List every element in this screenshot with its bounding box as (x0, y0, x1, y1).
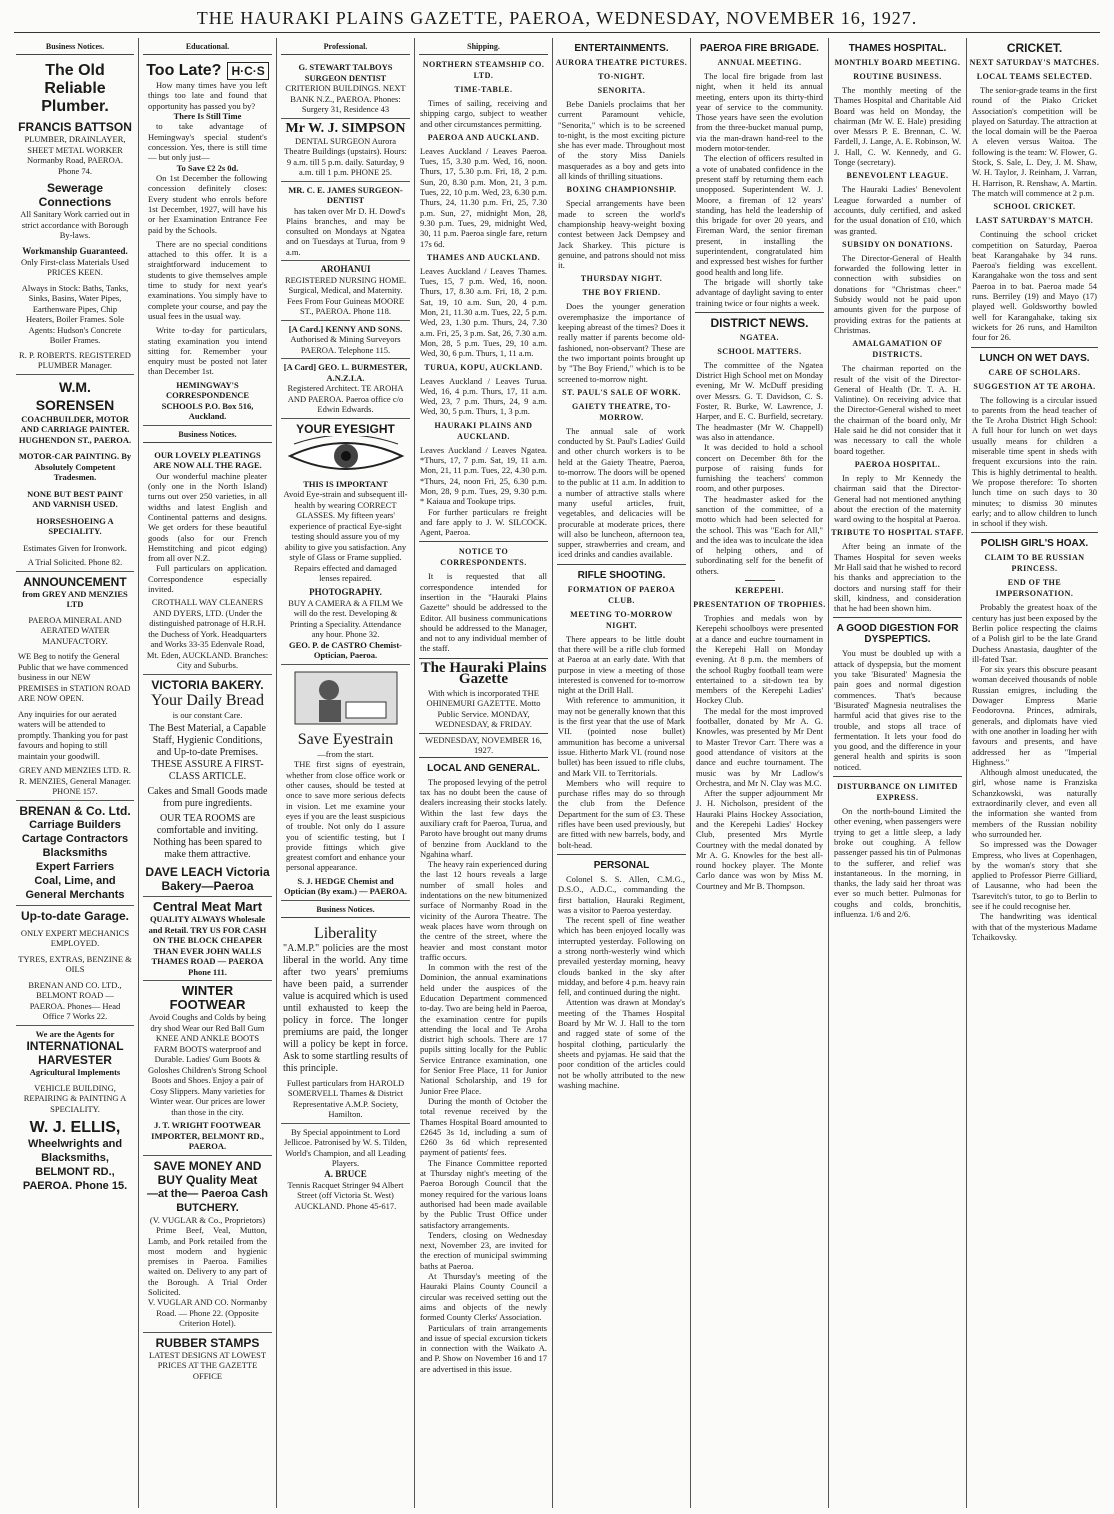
rubber-stamps-ad (143, 1333, 272, 1385)
ad-signature: BRENAN AND CO. LTD., BELMONT ROAD — PAEROA. Phones— Head Office 7 Works 22. (28, 979, 122, 1021)
ad-pre: By Special appointment to Lord Jellicoe. Patronised by W. S. Tilden, World's Champion, and all Leading Players. (283, 1126, 408, 1169)
column-rule (966, 38, 967, 1508)
ad-body: PLUMBER, DRAINLAYER, SHEET METAL WORKER Normanby Road, PAEROA. Phone 74. (24, 134, 126, 176)
article-paragraph: The local fire brigade from last night, when it held its annual meeting, enters upon its thirty-third year of service to the community. Those years have seen the evolution from the three-bucket manual pump, via the man-drawn hand-reel to the modern motor-tender. (696, 71, 823, 154)
section-header: Shipping. (419, 38, 548, 55)
article-paragraph: Tenders, closing on Wednesday next, November 23, are invited for the erection of municipal swimming baths at Paeroa. (420, 1229, 547, 1271)
article-paragraph: Does the younger generation overemphasize the importance of keeping abreast of the times? Does it really matter if parents become old-fashioned, non-observant? These are the two important points brought up by "The Boy Friend," which is to be screened to-morrow night. (558, 301, 685, 384)
ad-signature: GEO. P. de CASTRO Chemist-Optician, Paeroa. (288, 639, 403, 661)
ad-signature: Fullest particulars from HAROLD SOMERVELL Thames & District Representative A.M.P. Society, Hamilton. (286, 1077, 405, 1120)
article-paragraph: During the month of October the total revenue received by the Thames Hospital Board amounted to £2645 3s 1d, including a sum of £260 3s 6d which represented payment of patients' fees. (420, 1095, 547, 1158)
article-heading: A GOOD DIGESTION FOR DYSPEPTICS. (836, 623, 959, 646)
article-heading: DISTRICT NEWS. (710, 315, 809, 330)
ad-body: Avoid Eye-strain and subsequent ill-health by wearing CORRECT GLASSES. My fifteen years' experience of practical Eye-sight testing should assure you of my ability to give you satisfaction. Any style of Glass or Frame supplied. Repairs effected and damaged lenses repaired. (283, 489, 408, 584)
ad-body: Any inquiries for our aerated waters will be attended to promptly. Thanking you for past favours and hoping to still maintain your goodwill. (18, 708, 129, 761)
amp-ad (281, 922, 410, 1124)
ad-name: FRANCIS BATTSON (18, 120, 132, 134)
ad-line: MOTOR-CAR PAINTING. By Absolutely Competent Tradesmen. (18, 451, 132, 482)
article-heading: POLISH GIRL'S HOAX. (980, 538, 1089, 550)
column-rule (690, 38, 691, 1508)
article-paragraph: You must be doubled up with a attack of dyspepsia, but the moment you take 'Bisurated' Magnesia the pain goes and normal digestion commences. That's because 'Bisurated' Magnesia neutralises the harmful acid that gives rise to the trouble, and stops all trace of fermentation. It lets your food do you good, and the difference in your general health and spirits is soon noticed. (834, 648, 961, 772)
ad-name: W. J. ELLIS, (29, 1119, 121, 1136)
article-paragraph: The monthly meeting of the Thames Hospital and Charitable Aid Board was held on Monday, the chairman (Mr W. E. Hale) presiding over Messrs P. E. Brennan, C. W. Fardell, J. Lange, A. E. Robinson, W. J. Hall, C. W. Kennedy, and G. Tonge (secretary). (834, 85, 961, 168)
butchery-ad (143, 1156, 272, 1333)
article-paragraph: The Finance Committee reported at Thursday night's meeting of the Paeroa Borough Council that the money required for the various loans authorised had been made available by the Public Trust Office under satisfactory arrangements. (420, 1157, 547, 1230)
garage-ad (16, 906, 134, 1026)
article-subheading: CARE OF SCHOLARS. (988, 367, 1081, 377)
article-paragraph: The heavy rain experienced during the last 12 hours reveals a large number of small holes and indentations on the new bitumenized surface of Normanby Road in the vicinity of the Aurora Theatre. The weak places have worn through on the centre of the street, where the heavier and most constant motor traffic occurs. (420, 859, 547, 962)
ad-body: Avoid Coughs and Colds by being dry shod Wear our Red Ball Gum KNEE AND ANKLE BOOTS FARM BOOTS waterproof and Durable. Ladies' Gum Boots & Goloshes Children's Strong School Boots and Shoes. Enjoy a pair of Cosy Slippers. Many varieties for Winter wear. Our prices are lower than those in the city. (148, 1012, 267, 1117)
ad-body: Only First-class Materials Used PRICES KEEN. (21, 256, 129, 277)
article-paragraph: The brigade will shortly take advantage of daylight saving to enter training twice or four nights a week. (696, 276, 823, 308)
burmester-ad (281, 359, 410, 419)
ad-subtitle: There Is Still Time (173, 110, 242, 121)
column-rule (552, 38, 553, 1508)
ad-tail: Wheelwrights and Blacksmiths, BELMONT RD., PAEROA. Phone 15. (22, 1138, 128, 1192)
article-paragraph: The recent spell of fine weather which has been enjoyed locally was interrupted yesterday. Following on a strong north-westerly wind which prevailed yesterday morning, heavy clouds banked in the sky after midday, and before 4 p.m. heavy rain fell, and continued during the night. (558, 915, 685, 998)
ad-body: COACHBUILDER, MOTOR AND CARRIAGE PAINTER. HUGHENDON ST., PAEROA. (18, 413, 132, 445)
ad-title: G. STEWART TALBOYS SURGEON DENTIST (298, 62, 393, 83)
ad-title: VICTORIA BAKERY. (151, 677, 264, 692)
ad-body: TYRES, EXTRAS, BENZINE & OILS (18, 953, 132, 974)
ad-subtitle: (V. VUGLAR & Co., Proprietors) (149, 1214, 266, 1225)
plumber-ad (16, 59, 134, 375)
ad-body: Write to-day for particulars, stating examination you intend sitting for. Remember your enquiry must be posted not later than December 1st. (148, 325, 267, 377)
ad-title: OUR LOVELY PLEATINGS ARE NOW ALL THE RAGE. (153, 449, 262, 471)
article-subheading: THURSDAY NIGHT. (580, 274, 663, 284)
hemingway-ad (143, 59, 272, 426)
article-subheading: LAST SATURDAY'S MATCH. (975, 216, 1094, 226)
ad-title: SAVE MONEY AND BUY Quality Meat (153, 1158, 262, 1187)
reader-icon (283, 668, 408, 731)
article-subheading: TO-NIGHT. (598, 72, 645, 81)
ad-line: Estimates Given for Ironwork. (23, 542, 127, 553)
grey-menzies-ad (16, 572, 134, 801)
route-title: TURUA, KOPU, AUCKLAND. (424, 362, 543, 372)
ad-title: Central Meat Mart (152, 899, 263, 915)
ad-line: HORSESHOEING A SPECIALITY. (36, 515, 114, 536)
ad-body: REGISTERED NURSING HOME. Surgical, Medical, and Maternity. Fees From Four Guineas MOORE ST., PAEROA. Phone 118. (284, 274, 407, 317)
route-times: Leaves Auckland / Leaves Paeroa. Tues, 15, 3.30 p.m. Wed, 16, noon. Thurs, 17, 5.30 p.m. Fri, 18, 2 p.m. Sun, 20, 8.30 p.m. Mon, 21, 3 p.m. Tues, 22, 10 p.m. Wed, 23, 6.30 p.m. Thurs, 24, 11.30 p.m. Fri, 25, 7.30 p.m. Sun, 27, midnight Mon, 28, 9.30 p.m. Tues, 29, midnight Wed, 30, 11 p.m. Paeroa single fare, return 17s 6d. (420, 145, 547, 249)
article-subheading: BENEVOLENT LEAGUE. (846, 171, 949, 181)
article-subheading: PRESENTATION OF TROPHIES. (693, 600, 826, 610)
ad-title: The Old Reliable Plumber. (41, 62, 109, 115)
route-title: PAEROA AND AUCKLAND. (427, 132, 540, 142)
ad-title: Up-to-date Garage. (20, 908, 129, 923)
route-times: Leaves Auckland / Leaves Turua. Wed, 16, 4 p.m. Thurs, 17, 11 a.m. Wed, 23, 7 p.m. Thurs, 24, 9 a.m. Wed, 30, 5 p.m. Thurs, 1, 3 p.m. (420, 375, 547, 417)
ad-line: Blacksmiths (42, 846, 108, 859)
masthead: THE HAURAKI PLAINS GAZETTE, PAEROA, WEDNESDAY, NOVEMBER 16, 1927. (14, 6, 1100, 33)
article-subheading: NGATEA. (739, 332, 780, 342)
article-subheading: KEREPEHI. (735, 586, 784, 596)
ad-subtitle: PHOTOGRAPHY. (309, 586, 382, 597)
article-paragraph: With reference to ammunition, it may not be generally known that this is the first year that the use of Mark VII. (pointed nose bullet) ammunition has become a universal issue. Hitherto Mark VI. (round nose bullet) has been issued to rifle clubs, and Mark VII. to Territorials. (558, 695, 685, 778)
ad-title: Mr W. J. SIMPSON (285, 120, 406, 136)
bakery-ad (143, 675, 272, 898)
ad-line: Cartage Contractors (21, 832, 129, 845)
ad-body: "A.M.P." policies are the most liberal in the world. Any time after two years' premiums have been paid, a surrender value is acquired which is used until exhausted to keep the policy in force. The longer premiums are paid, the longer will a policy be kept in force. Ask to some startling results of this principle. (283, 942, 408, 1074)
ad-subtitle: Workmanship Guaranteed. (22, 245, 128, 256)
column-rule (414, 38, 415, 1508)
article-subheading: TRIBUTE TO HOSPITAL STAFF. (831, 528, 964, 538)
article-paragraph: So impressed was the Dowager Empress, who lives at Copenhagen, by the woman's story that she applied to Professor Pierre Gilliard, of Lausanne, who had been the Tsarevitch's tutor, to go to Berlin to see if he could recognise her. (972, 839, 1097, 911)
column-7 (831, 38, 964, 1508)
talboys-ad (281, 59, 410, 119)
article-subheading: SCHOOL MATTERS. (717, 346, 802, 356)
ad-title: Save Eyestrain (297, 730, 394, 748)
ad-subtitle: is our constant Care. (172, 709, 243, 720)
ad-body: Our wonderful machine pleater (only one in the North Island) turns out over 250 varieties, in all widths and latest English and Continental patterns and designs. We get orders for these beautiful goods (also for our French Hemstitching and picot edging) from all over N.Z. (148, 470, 267, 564)
ad-body: All Sanitary Work carried out in strict accordance with Borough By-laws. (20, 209, 130, 240)
article-paragraph: The proposed levying of the petrol tax has no doubt been the cause of dealers increasing their stocks lately. Within the last few days the auxiliary craft for Paeroa, Turua, and Paroto have brought out many drums of benzine from Auckland to the Ngahina wharf. (420, 776, 547, 859)
article-paragraph: After the supper adjournment Mr J. H. Nicholson, president of the Hauraki Plains Hockey Association, and the Kerepehi Ladies' Hockey Club, presented Mrs Myrtle Courtney with the medal donated by Mr A. G. Knowles for the best all-round hockey player. The Monte Carlo dance was won by Miss M. Courtney and Mr B. Thompson. (696, 788, 823, 891)
article-paragraph: The committee of the Ngatea District High School met on Monday evening, Mr W. McDuff presiding over Messrs. G. T. Davidson, C. S. Foster, R. Burke, W. Lawrence, J. Harper, and E. C. Burfield, secretary. The headmaster (Mr W. Chappell) was also in attendance. (696, 359, 823, 442)
article-paragraph: Attention was drawn at Monday's meeting of the Thames Hospital Board by Mr W. J. Hall to the torn and ragged state of some of the hospital clothing, particularly the sheets and pyjamas. He said that the poor condition of the articles could not be wholly attributed to the new washing machine. (558, 997, 685, 1090)
column-3 (279, 38, 412, 1508)
article-subheading: SCHOOL CRICKET. (993, 202, 1076, 212)
ad-body: WE Beg to notify the General Public that we have commenced business in our NEW PREMISES in STATION ROAD ARE NOW OPEN. (18, 651, 131, 703)
route-title: THAMES AND AUCKLAND. (426, 252, 541, 262)
ad-body: How many times have you left things too late and found that opportunity has passed you by? (148, 80, 267, 111)
article-subheading: THE BOY FRIEND. (582, 288, 661, 298)
article-subheading: LOCAL TEAMS SELECTED. (976, 72, 1093, 81)
article-paragraph: The Director-General of Health forwarded the following letter in connection with subsidies on donations for "Christmas cheer." Subsidy would not be paid upon amounts given for the purpose of providing extras for the patients at Christmas. (834, 252, 961, 335)
ad-subtitle: —from the start. (317, 748, 374, 759)
article-paragraph: Particulars of train arrangements and issue of special excursion tickets in connection with the Waikato A. and P. Show on November 16 and 17 are advertised in this issue. (420, 1322, 547, 1374)
article-subheading: ANNUAL MEETING. (717, 58, 802, 67)
article-subheading: AMALGAMATION OF DISTRICTS. (852, 339, 943, 360)
bruce-ad (281, 1124, 410, 1215)
article-subheading: CLAIM TO BE RUSSIAN PRINCESS. (984, 553, 1085, 574)
column-1 (14, 38, 136, 1508)
gazette-date: WEDNESDAY, NOVEMBER 16, 1927. (419, 733, 548, 758)
article-paragraph: Trophies and medals won by Kerepehi schoolboys were presented at a dance and euchre tournament in the Kerepehi Hall on Monday evening. At 8 p.m. the members of the school Rugby football team were entertained to a sit-down tea by members of the Kerepehi Ladies' Hockey Club. (696, 613, 823, 706)
ad-signature: DAVE LEACH Victoria Bakery—Paeroa (145, 865, 270, 894)
ad-pre: We are the Agents for (35, 1028, 115, 1039)
article-subheading: AURORA THEATRE PICTURES. (555, 58, 688, 67)
article-paragraph: In common with the rest of the Dominion, the annual examinations held under the auspices of the Education Department commenced to-day. Two are being held in Paeroa, the examination centre for pupils attending the local and Te Aroha district high schools. There are 17 pupils sitting locally for the Public Service Entrance examination, one for Senior Free Place, 11 for Junior National Scholarship, and 19 for Junior Free Place. (420, 962, 547, 1096)
timetable-title: TIME-TABLE. (454, 85, 513, 94)
ad-title: INTERNATIONAL HARVESTER (26, 1039, 124, 1067)
pleatings-ad (143, 447, 272, 675)
article-subheading: BOXING CHAMPIONSHIP. (566, 185, 677, 195)
article-paragraph: The handwriting was identical with that of the mysterious Madame Tchaikovsky. (972, 911, 1097, 942)
article-paragraph: The senior-grade teams in the first round of the Piako Cricket Association's competition will be played on Saturday. The attraction at the local domain will be the Paeroa A eleven versus Waitoa. The following is the team: W. Flower, G. Stock, S. Sale, L. Dey, J. M. Shaw, W. H. Taylor, J. Reinham, J. Varran, H. Harrison, R. Renshaw, A. Martin. The match will commence at 2 p.m. (972, 85, 1097, 198)
ad-body: OUR TEA ROOMS are comfortable and inviting. Nothing has been spared to make them attractive. (153, 813, 262, 861)
route-note: For further particulars re freight and fare apply to J. W. SILCOCK. Agent, Paeroa. (420, 506, 547, 538)
ad-title: BRENAN & Co. Ltd. (19, 803, 131, 818)
sorensen-ad (16, 375, 134, 572)
ad-line: General Merchants (25, 888, 125, 901)
ad-subtitle: Agricultural Implements (29, 1067, 121, 1077)
ad-from: from GREY AND MENZIES LTD (22, 588, 128, 609)
timetable-note: Times of sailing, receiving and shipping cargo, subject to weather and other circumstances permitting. (420, 98, 547, 129)
brenan-ad (16, 801, 134, 906)
ad-body: VEHICLE BUILDING, REPAIRING & PAINTING A SPECIALITY. (23, 1082, 127, 1114)
article-subheading: MEETING TO-MORROW NIGHT. (570, 609, 673, 630)
column-2 (141, 38, 274, 1508)
article-paragraph: Although almost uneducated, the girl, whose name is Franziska Schanzkowski, was naturally extraordinarily clever, and even all the information she wanted from members of the Russian nobility who surrounded her. (972, 767, 1097, 839)
ad-body: to take advantage of Hemingway's special student's concession. Yes, there is still time— but only just— (148, 121, 267, 163)
ad-signature: GREY AND MENZIES LTD. R. R. MENZIES, General Manager. PHONE 157. (19, 765, 131, 796)
article-subheading: DISTURBANCE ON LIMITED EXPRESS. (837, 782, 958, 803)
ad-line: A Trial Solicited. Phone 82. (27, 557, 123, 567)
route-title: HAURAKI PLAINS AND AUCKLAND. (434, 420, 533, 441)
eyestrain-ad (281, 665, 410, 901)
column-4 (417, 38, 550, 1508)
footwear-ad (143, 981, 272, 1156)
article-heading: THAMES HOSPITAL. (848, 43, 947, 54)
ad-line: NONE BUT BEST PAINT AND VARNISH USED. (27, 488, 123, 509)
ad-title: [A Card.] KENNY AND SONS. (288, 323, 403, 334)
ad-body: Authorised & Mining Surveyors PAEROA. Telephone 115. (290, 334, 401, 355)
ad-body: PAEROA MINERAL AND AERATED WATER MANUFACTORY. (28, 614, 122, 646)
ad-body: Prime Beef, Veal, Mutton, Lamb, and Pork retailed from the most modern and hygienic premises in Paeroa. Families waited on. Delivery to any part of the Borough. A Trial Order Solicited. (148, 1225, 267, 1298)
route-times: Leaves Auckland / Leaves Ngatea. *Thurs, 17, 7 p.m. Sat, 19, 11 a.m. Mon, 21, 11 p.m. Tues, 22, 4.30 p.m. *Thurs, 24, noon Fri, 25, 6.30 p.m. Mon, 28, 9 p.m. Tues, 29, 9.30 p.m. * Kaiaua and Tookupe trips. (420, 444, 547, 507)
ad-body: CRITERION BUILDINGS. NEXT BANK N.Z., PAEROA. Phones: Surgery 31, Residence 43 (285, 83, 406, 114)
ad-body: ONLY EXPERT MECHANICS EMPLOYED. (20, 927, 130, 948)
article-heading: ENTERTAINMENTS. (574, 43, 669, 54)
article-paragraph: Continuing the school cricket competition on Saturday, Paeroa beat Karangahake by 34 runs. Paeroa's fielding was excellent. Karangahake won the toss and sent Paeroa in to bat. Paeroa made 54 runs. Berriley (19) and Mayo (17) played well. Goldsworthy bowled well for Karangahake, taking six wickets for 26 runs, and Hamilton four for 26. (972, 229, 1097, 343)
ad-title: [A Card] GEO. L. BURMESTER, A.N.Z.I.A. (283, 362, 408, 383)
section-header: Professional. (281, 38, 410, 55)
article-paragraph: The annual sale of work conducted by St. Paul's Ladies' Guild and other church workers is to be held at the Gaiety Theatre, Paeroa, to-morrow. The doors will be opened to the public at 11 a.m. In addition to a number of attractive stalls where many useful articles, fruit, vegetables, and delicacies will be procurable at moderate prices, there will also be luncheon, afternoon tea, supper, strawberries and cream, and iced drinks and candies available. (558, 425, 685, 560)
hcs-logo: H·C·S (227, 62, 268, 80)
article-paragraph: Bebe Daniels proclaims that her current Paramount vehicle, "Senorita," which is to be screened to-night, is the most exciting picture she has ever made. Throughout most of the story Miss Daniels masquerades as a boy and gets into all kinds of thrilling situations. (558, 99, 685, 182)
ad-title: AROHANUI (320, 263, 371, 274)
ad-line: Expert Farriers (35, 860, 115, 873)
article-subheading: FORMATION OF PAEROA CLUB. (567, 584, 676, 605)
ad-body: has taken over Mr D. H. Dowd's Plains branches, and may be consulted on Mondays at Ngatea and on Tuesdays at Turua, from 9 a.m. (286, 205, 405, 257)
column-rule (828, 38, 829, 1508)
article-paragraph: In reply to Mr Kennedy the chairman said that the Director-General had not mentioned anything about the erection of the maternity ward owing to the hospital at Paeroa. (834, 472, 961, 525)
gazette-nameplate: The Hauraki Plains Gazette (420, 659, 547, 687)
ad-body: THE first signs of eyestrain, whether from close office work or other causes, should be tested at once to save more serious defects in vision. Let me examine your eyes if you are the least suspicious of trouble. Not only do I assure you of scientific testing, but I provide fittings which give greatest comfort and enhance your personal appearance. (286, 759, 405, 873)
meat-mart-ad (143, 897, 272, 981)
ad-title: MR. C. E. JAMES SURGEON-DENTIST (288, 184, 403, 205)
ad-line: Carriage Builders (29, 818, 121, 831)
ad-title: Too Late? (146, 62, 222, 79)
article-paragraph: It was decided to hold a school concert on December 8th for the purpose of raising funds for furnishing the teachers' common room, and other purposes. (696, 442, 823, 494)
simpson-ad (281, 119, 410, 182)
ad-signature: CROTHALL WAY CLEANERS AND DYERS, LTD. (Under the distinguished patronage of H.R.H. the Duchess of York. Headquarters and Works 33-35 Edenvale Road, Mt. Eden, AUCKLAND. Branches: City and Suburbs. (146, 597, 269, 671)
ad-title: A. BRUCE (324, 1168, 367, 1179)
article-subheading: NEXT SATURDAY'S MATCHES. (969, 58, 1100, 67)
article-subheading: END OF THE IMPERSONATION. (995, 578, 1074, 599)
ad-body: QUALITY ALWAYS Wholesale and Retail. TRY US FOR CASH ON THE BLOCK CHEAPER THAN EVER JOHN WALLS THAMES ROAD — PAEROA Phone 111. (148, 914, 267, 977)
ad-subtitle: THIS IS IMPORTANT (303, 478, 388, 489)
article-subheading: SUBSIDY ON DONATIONS. (842, 239, 953, 249)
column-5 (555, 38, 688, 1508)
column-8 (969, 38, 1100, 1508)
ad-body: Registered Architect. TE AROHA AND PAEROA. Paeroa office c/o Edwin Edwards. (287, 383, 404, 415)
article-paragraph: The Hauraki Ladies' Benevolent League forwarded a number of accounts, duly certified, and asked for the usual donation of £10, which was granted. (834, 184, 961, 236)
article-subheading: GAIETY THEATRE, TO-MORROW. (571, 401, 672, 422)
company-name: NORTHERN STEAMSHIP CO. LTD. (422, 60, 545, 80)
ad-subtitle: To Save £2 2s 0d. (176, 162, 239, 173)
ad-body: Tennis Racquet Stringer 94 Albert Street (off Victoria St. West) AUCKLAND. Phone 45-617. (287, 1179, 404, 1211)
section-header: Educational. (143, 38, 272, 55)
article-paragraph: The following is a circular issued to parents from the head teacher of the Te Aroha District High School: A full hour for lunch on wet days usually means for children a miserable time spent in sheds with frequent excursions into the rain. This is highly detrimental to health. We propose therefore: To shorten lunch time on such days to 30 minutes; to dismiss 30 minutes early; and to allow children to lunch in school if they wish. (972, 394, 1097, 529)
article-heading: PAEROA FIRE BRIGADE. (700, 43, 819, 54)
section-header: Business Notices. (281, 901, 410, 918)
ad-signature: R. P. ROBERTS. REGISTERED PLUMBER Manager. (19, 349, 131, 370)
ad-signature: J. T. WRIGHT FOOTWEAR IMPORTER, BELMONT RD., PAEROA. (151, 1120, 264, 1152)
ad-signature: HEMINGWAY'S CORRESPONDENCE SCHOOLS P.O. Box 516, Auckland. (161, 379, 254, 422)
article-paragraph: The chairman reported on the result of the visit of the Director-General of Health (Dr. T. A. H. Valintine). On receiving advice that the Director-General wished to meet the chairman of the board only, Mr Hale said he did not consider that it was necessary to call the whole board together. (834, 363, 961, 456)
article-subheading: MONTHLY BOARD MEETING. (834, 58, 961, 67)
section-header: Business Notices. (16, 38, 134, 55)
route-times: Leaves Auckland / Leaves Thames. Tues, 15, 7 p.m. Wed, 16, noon. Thurs, 17, 8.30 a.m. Fri, 18, 2 p.m. Sat, 19, 10 a.m. Sun, 20, 4 p.m. Mon, 21, 11.30 a.m. Tues, 22, 5 p.m. Wed, 23, 1.30 p.m. Thurs, 24, 7.30 a.m. Fri, 25, 3 p.m. Sat, 26, 7.30 a.m. Mon, 28, 5 p.m. Tues, 29, 10 a.m. Wed, 30, 6 p.m. Thurs, 1, 11 a.m. (420, 265, 547, 359)
notice-body: It is requested that all correspondence intended for insertion in the "Hauraki Plains Gazette" should be addressed to the Editor. All business communications should be addressed to the Manager, and not to any individual member of the staff. (420, 571, 547, 654)
ad-big: Your Daily Bread (150, 691, 265, 709)
column-rule (276, 38, 277, 1508)
kenny-ad (281, 321, 410, 360)
eye-icon (283, 436, 408, 479)
article-subheading: PAEROA HOSPITAL. (854, 459, 941, 469)
ad-title: RUBBER STAMPS (155, 1335, 260, 1350)
article-paragraph: There appears to be little doubt that there will be a rifle club formed at Paeroa at an early date. With that purpose in view a meeting of those interested is convened for to-morrow night at the Drill Hall. (558, 633, 685, 696)
article-heading: LUNCH ON WET DAYS. (979, 352, 1090, 364)
column-6 (693, 38, 826, 1508)
article-subheading: ST. PAUL'S SALE OF WORK. (562, 387, 681, 397)
ad-body: LATEST DESIGNS AT LOWEST PRICES AT THE GAZETTE OFFICE (148, 1349, 267, 1381)
ad-body: Full particulars on application. Correspondence especially invited. (148, 563, 267, 594)
article-subheading: SENORITA. (597, 86, 646, 95)
arohanui-ad (281, 261, 410, 321)
article-paragraph: Members who will require to purchase rifles may do so through the club from the Defence Department for the sum of £3. These rifles have been used previously, but are fitted with new barrels, body, and bolt-head. (558, 777, 685, 850)
notice-title: NOTICE TO CORRESPONDENTS. (440, 547, 527, 568)
ad-body: Cakes and Small Goods made from pure ingredients. (147, 786, 268, 810)
article-paragraph: Colonel S. S. Allen, C.M.G., D.S.O., A.D.C., commanding the first battalion, Hauraki Regiment, was a visitor to Paeroa yesterday. (558, 873, 685, 915)
ad-signature: S. J. HEDGE Chemist and Optician (By exam.) — PAEROA. (283, 875, 408, 897)
article-paragraph: The election of officers resulted in a vote of unabated confidence in the present staff by returning them each unopposed. Superintendent W. J. Moore, a fireman of 12 years' standing, has held the leadership of this brigade for over 20 years, and Fireman Ward, the senior fireman present, in installing the superintendent, congratulated him and expressed best wishes for further good health and long life. (696, 153, 823, 277)
ad-title: W.M. SORENSEN (35, 378, 115, 413)
james-ad (281, 182, 410, 261)
article-paragraph: At Thursday's meeting of the Hauraki Plains County Council a circular was received setting out the aims and objects of the newly formed County Clerks' Association. (420, 1271, 547, 1323)
gazette-motto: With which is incorporated THE OHINEMURI GAZETTE. Motto Public Service. MONDAY, WEDNESDAY, & FRIDAY. (426, 687, 541, 730)
article-heading: LOCAL AND GENERAL. (427, 762, 540, 774)
column-rule (138, 38, 139, 1508)
ad-title: ANNOUNCEMENT (23, 574, 127, 589)
article-heading: PERSONAL (593, 859, 650, 871)
ad-body: Always in Stock: Baths, Tanks, Sinks, Basins, Water Pipes, Earthenware Pipes, Chip Heaters, Boiler Frames. Sole Agents: Hudson's Concrete Boiler Frames. (21, 282, 129, 345)
ad-title: YOUR EYESIGHT (296, 421, 395, 436)
ad-body: DENTAL SURGEON Aurora Theatre Buildings (upstairs). Hours: 9 a.m. till 5 p.m. daily. Saturday, 9 a.m. till 1 p.m. PHONE 25. (284, 135, 407, 177)
article-subheading: SUGGESTION AT TE AROHA. (973, 381, 1096, 391)
section-header: Business Notices. (143, 426, 272, 443)
ad-body: On 1st December the following concession definitely closes: Every student who enrols before 1st December, 1927, will have his or her Examination Entrance Fee paid by the Schools. (148, 173, 267, 235)
article-heading: RIFLE SHOOTING. (577, 569, 666, 581)
ad-title: Liberality (313, 924, 378, 942)
ad-title: WINTER FOOTWEAR (169, 983, 246, 1013)
ad-body: —at the— Paeroa Cash BUTCHERY. (146, 1187, 269, 1214)
article-paragraph: Special arrangements have been made to screen the world's championship heavy-weight boxing contest between Jack Dempsey and Jack Sharkey. This picture is genuine, and patrons should not miss it. (558, 198, 685, 271)
article-heading: CRICKET. (1006, 41, 1063, 55)
ad-body: BUY A CAMERA & A FILM We will do the rest. Developing & Printing a Speciality. Attendance any hour. Phone 32. (288, 597, 403, 640)
article-paragraph: The headmaster asked for the sanction of the committee, of a motto which had been selected for the school. This was "Each for All," and the idea was to inculcate the idea of helping others, and of subordinating self for the benefit of others. (696, 493, 823, 576)
ad-signature: V. VUGLAR AND CO. Normanby Road. — Phone 22. (Opposite Criterion Hotel). (147, 1297, 268, 1329)
ad-subtitle: Sewerage Connections (38, 181, 112, 209)
article-paragraph: The medal for the most improved footballer, donated by Mr A. G. Knowles, was presented by Mr Dent to Master Trevor Carr. There was a good attendance of visitors at the dance and euchre tournament. The music was by Mr Ladlow's Orchestra, and Mr N. Clay was M.C. (696, 705, 823, 788)
eyesight-ad (281, 419, 410, 665)
ad-body: The Best Material, a Capable Staff, Hygienic Conditions, and Up-to-date Premises. THESE ASSURE A FIRST-CLASS ARTICLE. (149, 723, 266, 783)
harvester-ad (16, 1026, 134, 1197)
article-paragraph: Probably the greatest hoax of the century has just been exposed by the Berlin police respecting the claims of a Polish girl to be the late Grand Duchess Anastasia, daughter of the ill-fated Tsar. (972, 602, 1097, 664)
article-paragraph: For six years this obscure peasant woman deceived thousands of noble Russian emigres, including the Dowager Empress Marie Feodorovna. Princes, admirals, generals, and diplomats have vied with one another in loading her with favours and presents, and have addressed her as "Imperial Highness." (972, 664, 1097, 767)
article-paragraph: On the north-bound Limited the other evening, when passengers were trying to get a little sleep, a lady broke out coughing. A fellow passenger passed his tin of Pulmonas to the sufferer, and relief was instantaneous. In the morning, in thanks, the lady said her throat was ever so much better. Pulmonas for coughs and colds, bronchitis, influenza. 1/6 and 2/6. (834, 806, 961, 919)
ad-body: There are no special conditions attached to this offer. It is a straightforward inducement to students to give themselves ample time to study for next year's examinations. You simply have to complete your course, and pay the usual fees in the usual way. (148, 238, 267, 321)
article-subheading: ROUTINE BUSINESS. (853, 72, 942, 81)
article-paragraph: After being an inmate of the Thames Hospital for seven weeks Mr Hall said that he wished to record his thanks and appreciation to the doctors and nursing staff for their skill, kindness, and consideration that he had been shown him. (834, 541, 961, 614)
ad-line: Coal, Lime, and (34, 874, 116, 887)
